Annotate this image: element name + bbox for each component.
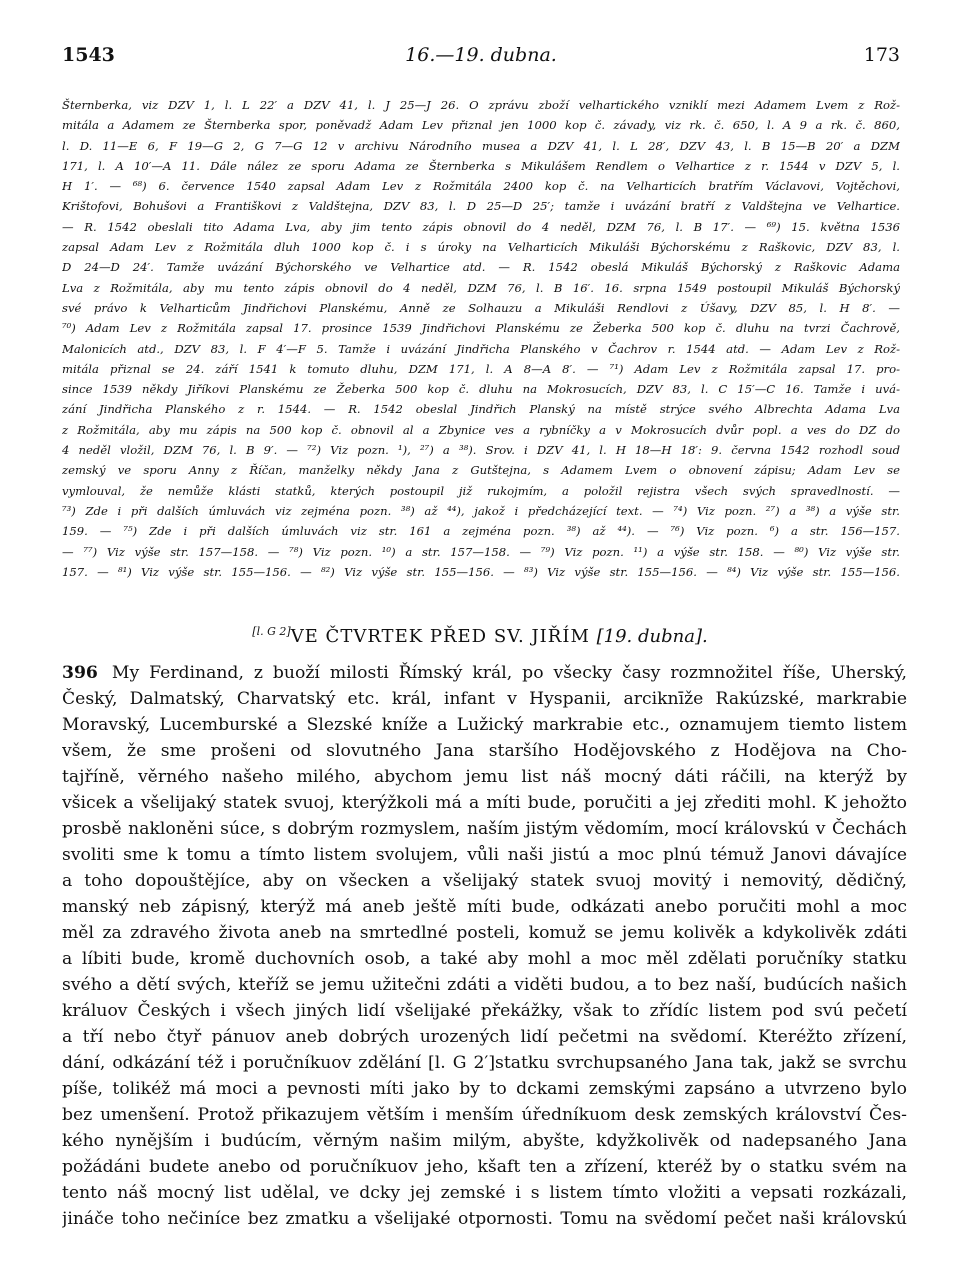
body-line bbox=[62, 1024, 907, 1050]
body-line-text: a líbiti bude, kromě duchovních osob, a také aby mohl a moc měl zdělati poručníky statku bbox=[62, 949, 907, 969]
footnote-line: ⁷³) Zde i při dalších úmluvách viz zejména pozn. ³⁸) až ⁴⁴), jakož i předcházející text. — ⁷⁴) Viz pozn. ²⁷) a ³⁸) a výše str. bbox=[62, 503, 900, 518]
page-number-right: 173 bbox=[863, 44, 900, 66]
body-line-text: tajříně, věrného našeho milého, abychom jemu list náš mocný dáti ráčili, na kterýž by bbox=[62, 767, 907, 787]
body-line-text: a tří nebo čtyř pánuov aneb dobrých urozených lidí pečetmi na svědomí. Kteréžto zřízení, bbox=[62, 1027, 907, 1047]
footnote-line: D 24—D 24′. Tamže uvázání Býchorského ve Velhartice atd. — R. 1542 obeslá Mikuláš Býchorský z Raškovic Adama bbox=[62, 260, 900, 275]
running-title: 16.—19. dubna. bbox=[405, 44, 557, 66]
body-line bbox=[62, 712, 907, 738]
body-line-text: Moravský, Lucemburské a Slezské kníže a Lužický markrabie etc., oznamujem tiemto listem bbox=[62, 715, 907, 735]
footnote-line: z Rožmitála, aby mu zápis na 500 kop č. obnovil al a Zbynice ves a rybníčky a v Mokrosucích dvůr popl. a ves do DZ do bbox=[62, 422, 900, 437]
footnote-line: mitála a Adamem ze Šternberka spor, poněvadž Adam Lev přiznal jen 1000 kop č. závady, viz rk. č. 650, l. A 9 a rk. č. 860, bbox=[62, 118, 900, 133]
footnote-line: Malonicích atd., DZV 83, l. F 4′—F 5. Tamže i uvázání Jindřicha Planského v Čachrov r. 1544 atd. — Adam Lev z Rož- bbox=[62, 341, 900, 356]
body-line bbox=[62, 1206, 907, 1232]
body-line-text: a toho dopouštějíce, aby on všecken a všelijaký statek svuoj movitý i nemovitý, dědičný, bbox=[62, 871, 907, 891]
section-heading bbox=[0, 625, 960, 647]
footnote-line: zání Jindřicha Planského z r. 1544. — R. 1542 obeslal Jindřich Planský na místě strýce svého Albrechta Adama Lva bbox=[62, 402, 900, 417]
body-line bbox=[62, 868, 907, 894]
body-line-text: píše, tolikéž má moci a pevnosti míti jako by to dckami zemskými zapsáno a utvrzeno bylo bbox=[62, 1079, 907, 1099]
footnote-line: Krištofovi, Bohušovi a Františkovi z Valdštejna, DZV 83, l. D 25—D 25′; tamže i uvázání bratří z Valdštejna ve Velhartice. bbox=[62, 199, 900, 214]
footnote-line: l. D. 11—E 6, F 19—G 2, G 7—G 12 v archivu Národního musea a DZV 41, l. L 28′, DZV 43, l. B 15—B 20′ a DZM bbox=[62, 138, 900, 153]
footnote-line: 4 neděl vložil, DZM 76, l. B 9′. — ⁷²) Viz pozn. ¹), ²⁷) a ³⁸). Srov. i DZV 41, l. H 18—H 18′: 9. června 1542 rozhodl soud bbox=[62, 443, 900, 458]
body-line bbox=[62, 790, 907, 816]
body-line bbox=[62, 842, 907, 868]
body-line-text: svoliti sme k tomu a tímto listem svolujem, vůli naši jistú a moc plnú témuž Janovi dávajíce bbox=[62, 845, 907, 865]
body-line bbox=[62, 1050, 907, 1076]
body-line bbox=[62, 1154, 907, 1180]
body-line-text: Český, Dalmatský, Charvatský etc. král, infant v Hyspanii, arciknīže Rakúzské, markrabie bbox=[62, 689, 907, 709]
footnote-line: zapsal Adam Lev z Rožmitála dluh 1000 kop č. i s úroky na Velharticích Mikuláši Býchorskému z Raškovic, DZV 83, l. bbox=[62, 240, 900, 255]
body-line bbox=[62, 998, 907, 1024]
section-title: VE ČTVRTEK PŘED SV. JIŘÍM bbox=[290, 626, 590, 647]
body-line bbox=[62, 738, 907, 764]
footnote-line: — ⁷⁷) Viz výše str. 157—158. — ⁷⁸) Viz pozn. ¹⁰) a str. 157—158. — ⁷⁹) Viz pozn. ¹¹) a výše str. 158. — ⁸⁰) Viz výše str. bbox=[62, 544, 900, 559]
footnote-line: vymlouval, že nemůže klásti statků, kterých postoupil již rukojmím, a položil rejistra všech svých spravedlností. — bbox=[62, 483, 900, 498]
footnote-line: Šternberka, viz DZV 1, l. L 22′ a DZV 41, l. J 25—J 26. O zprávu zboží velhartického vzniklí mezi Adamem Lvem z Rož- bbox=[62, 98, 900, 112]
section-date: [19. dubna]. bbox=[596, 626, 708, 647]
body-line-text: jináče toho nečiníce bez zmatku a všelijaké otpornosti. Tomu na svědomí pečet naši královskú bbox=[62, 1209, 907, 1229]
page-number-left: 1543 bbox=[62, 44, 115, 66]
footnote-line: 159. — ⁷⁵) Zde i při dalších úmluvách viz str. 161 a zejména pozn. ³⁸) až ⁴⁴). — ⁷⁶) Viz pozn. ⁶) a str. 156—157. bbox=[62, 524, 900, 539]
body-line bbox=[62, 894, 907, 920]
body-line-text: prosbě nakloněni súce, s dobrým rozmyslem, naším jistým vědomím, mocí královskú v Čechách bbox=[62, 819, 907, 839]
footnote-line: — R. 1542 obeslali tito Adama Lva, aby jim tento zápis obnovil do 4 neděl, DZM 76, l. B 17′. — ⁶⁹) 15. května 1536 bbox=[62, 219, 900, 234]
footnote-line: 171, l. A 10′—A 11. Dále nález ze sporu Adama ze Šternberka s Mikulášem Rendlem o Velhartice z r. 1544 v DZV 5, l. bbox=[62, 158, 900, 173]
footnotes-block bbox=[62, 95, 900, 582]
document-body bbox=[62, 660, 907, 1232]
body-line bbox=[62, 1128, 907, 1154]
footnote-line: 157. — ⁸¹) Viz výše str. 155—156. — ⁸²) Viz výše str. 155—156. — ⁸³) Viz výše str. 155—156. — ⁸⁴) Viz výše str. 155—156. bbox=[62, 564, 900, 579]
body-line bbox=[62, 1180, 907, 1206]
body-line-text: králuov Českých i všech jiných lidí všelijaké překážky, však to zřídíc listem pod svú pečetí bbox=[62, 1001, 907, 1021]
body-line bbox=[62, 660, 907, 686]
body-line-text: všem, že sme prošeni od slovutného Jana staršího Hodějovského z Hodějova na Cho- bbox=[62, 741, 907, 761]
footnote-line: mitála přiznal se 24. září 1541 k tomuto dluhu, DZM 171, l. A 8—A 8′. — ⁷¹) Adam Lev z Rožmitála zapsal 17. pro- bbox=[62, 361, 900, 376]
body-line-text: manský neb zápisný, kterýž má aneb ještě míti bude, odkázati anebo poručiti mohl a moc bbox=[62, 897, 907, 917]
footnote-line: své právo k Velharticům Jindřichovi Planskému, Anně ze Solhauzu a Mikuláši Rendlovi z Úšavy, DZV 85, l. H 8′. — bbox=[62, 300, 900, 315]
body-line-text: dání, odkázání též i poručníkuov zdělání [l. G 2′]statku svrchupsaného Jana tak, jakž se svrchu bbox=[62, 1053, 907, 1073]
footnote-line: since 1539 někdy Jiříkovi Planskému ze Žeberka 500 kop č. dluhu na Mokrosucích, DZV 83, l. C 15′—C 16. Tamže i uvá- bbox=[62, 382, 900, 397]
document-number: 396 bbox=[62, 663, 98, 683]
body-line-text: tento náš mocný list udělal, ve dcky jej zemské i s listem tímto vložiti a vepsati rozkázali, bbox=[62, 1183, 907, 1203]
body-line bbox=[62, 1076, 907, 1102]
body-line bbox=[62, 920, 907, 946]
body-line-text: všicek a všelijaký statek svuoj, kterýžkoli má a míti bude, poručiti a jej zřediti mohl. K jehožto bbox=[62, 793, 907, 813]
body-line-text: měl za zdravého života aneb na smrtedlné posteli, komuž se jemu kolivěk a kdykolivěk zdáti bbox=[62, 923, 907, 943]
body-line bbox=[62, 972, 907, 998]
body-line-text: bez umenšení. Protož přikazujem větším i menším úředníkuom desk zemských království Čes- bbox=[62, 1105, 907, 1125]
body-line bbox=[62, 816, 907, 842]
body-line bbox=[62, 764, 907, 790]
folio-reference: [l. G 2] bbox=[252, 625, 291, 638]
body-line-text: kého nynějším i budúcím, věrným našim milým, abyšte, kdyžkolivěk od nadepsaného Jana bbox=[62, 1131, 907, 1151]
footnote-line: H 1′. — ⁶⁸) 6. července 1540 zapsal Adam Lev z Rožmitála 2400 kop č. na Velharticích bratřím Václavovi, Vojtěchovi, bbox=[62, 179, 900, 194]
body-line bbox=[62, 686, 907, 712]
body-line bbox=[62, 946, 907, 972]
body-line-text: požádáni budete anebo od poručníkuov jeho, kšaft ten a zřízení, kteréž by o statku svém na bbox=[62, 1157, 907, 1177]
body-line bbox=[62, 1102, 907, 1128]
footnote-line: Lva z Rožmitála, aby mu tento zápis obnovil do 4 neděl, DZM 76, l. B 16′. 16. srpna 1549 postoupil Mikuláš Býchorský bbox=[62, 280, 900, 295]
body-line-text: svého a dětí svých, kteříž se jemu užitečni zdáti a viděti budou, a to bez naší, budúcích našich bbox=[62, 975, 907, 995]
footnote-line: ⁷⁰) Adam Lev z Rožmitála zapsal 17. prosince 1539 Jindřichovi Planskému ze Žeberka 500 kop č. dluhu na tvrzi Čachrově, bbox=[62, 321, 900, 336]
page-header bbox=[62, 44, 900, 74]
body-line-text: My Ferdinand, z buoží milosti Římský král, po všecky časy rozmnožitel říše, Uherský, bbox=[111, 663, 907, 683]
footnote-line: zemský ve sporu Anny z Říčan, manželky někdy Jana z Gutštejna, s Adamem Lvem o obnovení zápisu; Adam Lev se bbox=[62, 463, 900, 478]
